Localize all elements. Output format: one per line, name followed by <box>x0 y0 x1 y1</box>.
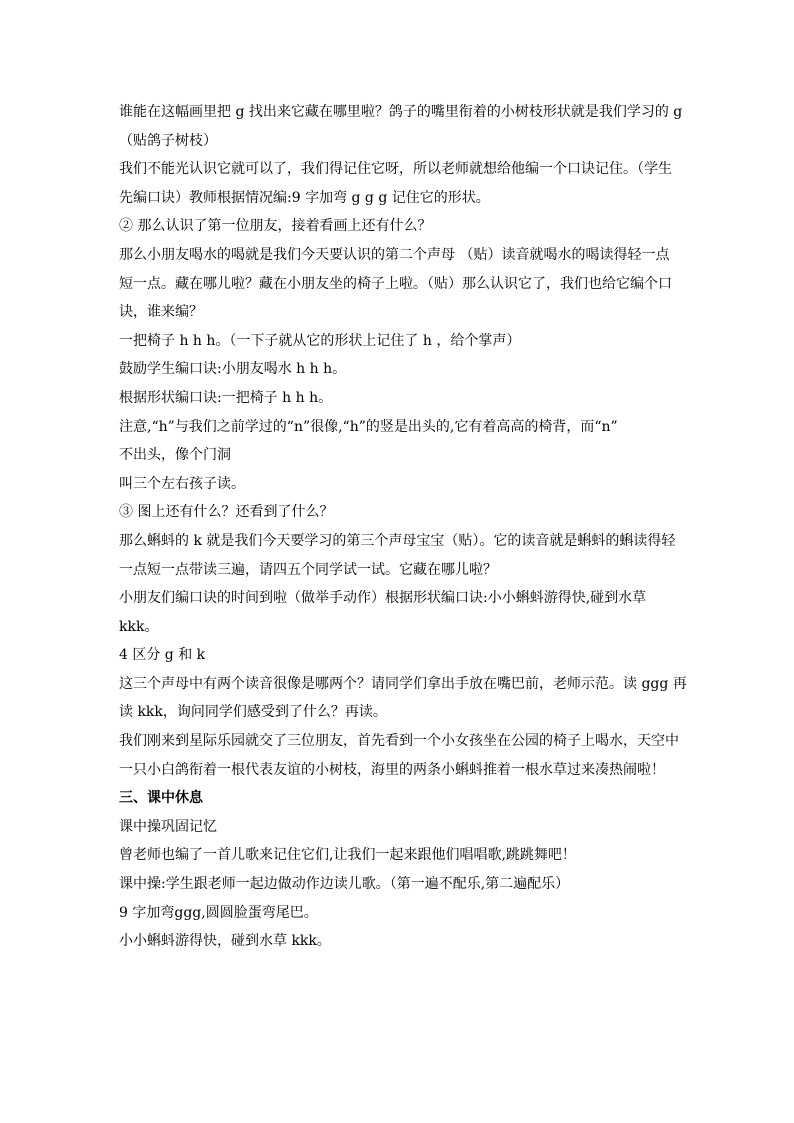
text-line: 短一点。藏在哪儿啦？藏在小朋友坐的椅子上啦。（贴）那么认识它了，我们也给它编个口 <box>119 275 672 292</box>
text-line: 课中操巩固记忆 <box>119 818 217 835</box>
text-line: 一把椅子 h h h。（一下子就从它的形状上记住了 h ，给个掌声） <box>119 332 521 349</box>
text-line: 小朋友们编口诀的时间到啦（做举手动作）根据形状编口诀:小小蝌蚪游得快,碰到水草 <box>119 590 647 607</box>
text-line: ③ 图上还有什么？还看到了什么？ <box>119 504 334 521</box>
text-line: 9 字加弯ggg,圆圆脸蛋弯尾巴。 <box>119 904 318 921</box>
document-body <box>119 98 687 956</box>
text-line: ② 那么认识了第一位朋友，接着看画上还有什么？ <box>119 218 432 235</box>
text-line: 根据形状编口诀:一把椅子 h h h。 <box>119 389 333 406</box>
text-line: 一只小白鸽衔着一根代表友谊的小树枝，海里的两条小蝌蚪推着一根水草过来凑热闹啦！ <box>119 761 665 778</box>
text-line: 那么小朋友喝水的喝就是我们今天要认识的第二个声母 （贴）读音就喝水的喝读得轻一点 <box>119 246 670 263</box>
section-heading: 三、课中休息 <box>119 790 203 807</box>
text-line: 注意,“h”与我们之前学过的“n”很像,“h”的竖是出头的,它有着高高的椅背，而“n” <box>119 418 618 435</box>
text-line: 读 kkk，询问同学们感受到了什么？再读。 <box>119 704 387 721</box>
text-line: 不出头，像个门洞 <box>119 447 231 464</box>
text-line: 我们不能光认识它就可以了，我们得记住它呀，所以老师就想给他编一个口诀记住。（学生 <box>119 161 672 178</box>
text-line: 曾老师也编了一首儿歌来记住它们,让我们一起来跟他们唱唱歌,跳跳舞吧！ <box>119 847 576 864</box>
text-line: 那么蝌蚪的 k 就是我们今天要学习的第三个声母宝宝（贴）。它的读音就是蝌蚪的蝌读得轻 <box>119 532 676 549</box>
text-line: kkk。 <box>119 618 159 635</box>
text-line: 谁能在这幅画里把 g 找出来它藏在哪里啦？鸽子的嘴里衔着的小树枝形状就是我们学习的 g <box>119 104 683 120</box>
text-line: 叫三个左右孩子读。 <box>119 475 245 492</box>
text-line: 先编口诀）教师根据情况编:9 字加弯 g g g 记住它的形状。 <box>119 189 490 206</box>
text-line: 这三个声母中有两个读音很像是哪两个？请同学们拿出手放在嘴巴前，老师示范。读 ggg 再 <box>119 675 687 692</box>
text-line: 我们刚来到星际乐园就交了三位朋友，首先看到一个小女孩坐在公园的椅子上喝水，天空中 <box>119 733 679 750</box>
text-line: 4 区分 g 和 k <box>119 647 206 664</box>
text-line: 小小蝌蚪游得快，碰到水草 kkk。 <box>119 933 331 950</box>
text-line: 鼓励学生编口诀:小朋友喝水 h h h。 <box>119 361 347 378</box>
text-line: 诀，谁来编？ <box>119 304 203 321</box>
text-line: 课中操:学生跟老师一起边做动作边读儿歌。（第一遍不配乐,第二遍配乐） <box>119 876 570 893</box>
text-line: （贴鸽子树枝） <box>119 132 217 149</box>
text-line: 一点短一点带读三遍，请四五个同学试一试。它藏在哪儿啦？ <box>119 561 497 578</box>
